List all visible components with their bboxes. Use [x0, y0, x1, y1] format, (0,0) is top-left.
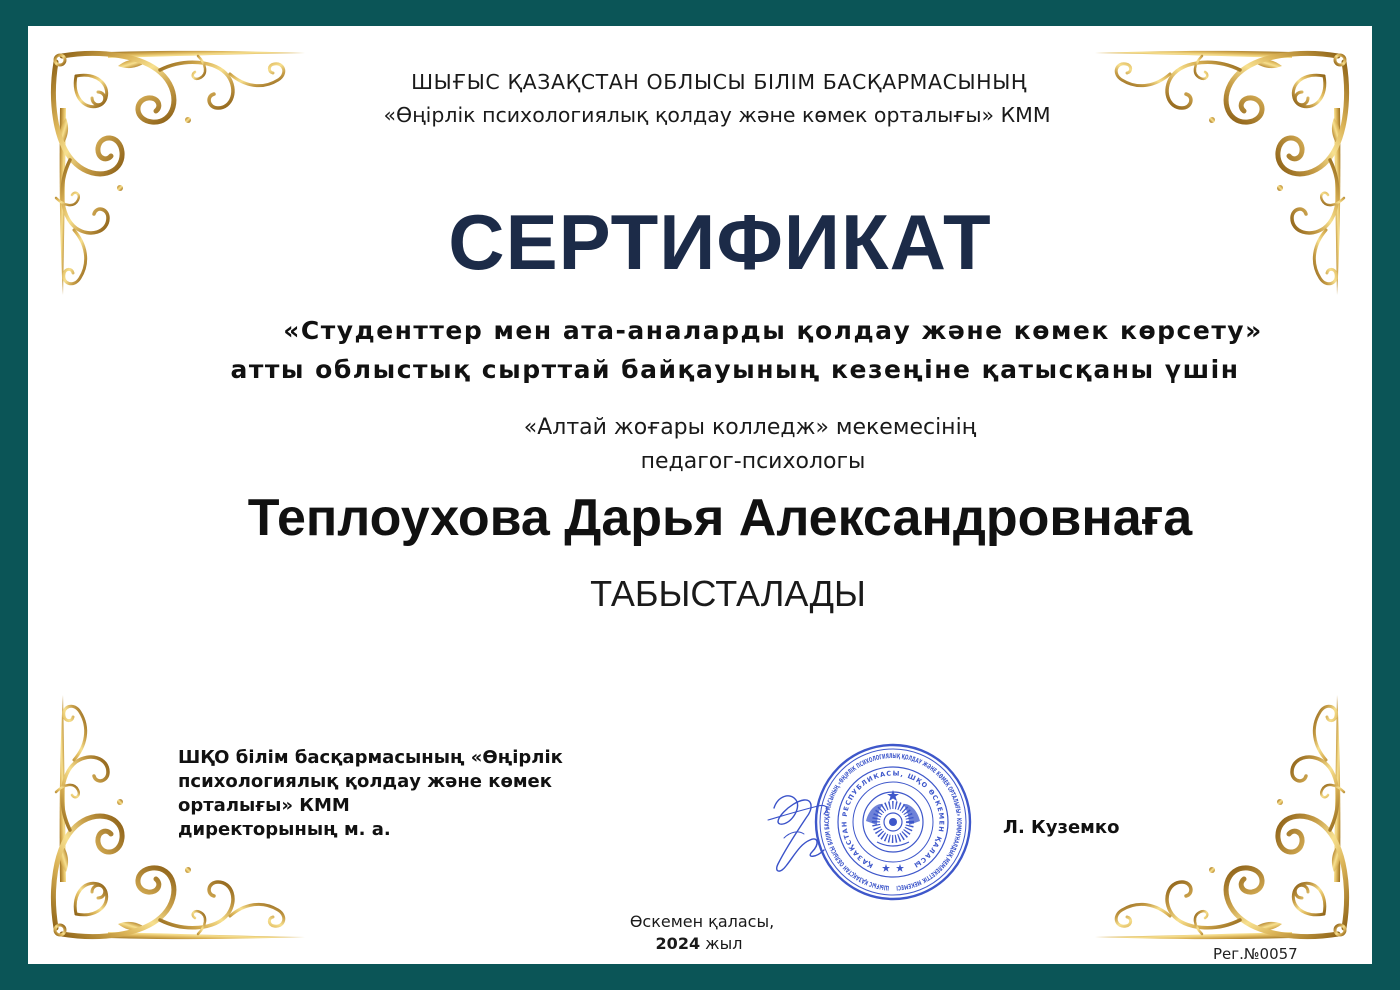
signature	[760, 778, 870, 893]
recipient-institution: «Алтай жоғары колледж» мекемесінің	[523, 415, 977, 440]
ornament-graphic	[53, 51, 305, 295]
signatory-position-line: орталығы» КММ	[178, 795, 350, 816]
awarded-text: ТАБЫСТАЛАДЫ	[590, 573, 866, 614]
award-reason-line-1: «Студенттер мен ата-аналарды қолдау және көмек көрсету»	[283, 316, 1263, 345]
corner-ornament-bottom-right	[1092, 692, 1352, 942]
certificate-title: СЕРТИФИКАТ	[448, 198, 992, 286]
issue-city: Өскемен қаласы,	[629, 912, 775, 931]
issue-year-suffix: жыл	[705, 934, 743, 953]
signatory-position-line: директорының м. а.	[178, 819, 391, 840]
stamp-inner-text: ҚАЗАҚСТАН РЕСПУБЛИКАСЫ, ШҚО ӨСКЕМЕН ҚАЛАСЫ	[840, 769, 946, 870]
issue-year-number: 2024	[655, 934, 701, 953]
registration-number: Рег.№0057	[1213, 945, 1298, 963]
stamp-star-icon	[882, 864, 890, 872]
signatory-position	[178, 746, 598, 842]
signatory-position-line: ШҚО білім басқармасының «Өңірлік	[178, 747, 563, 768]
stamp-outer-text: ШЫҒЫС ҚАЗАҚСТАН ОБЛЫСЫ БІЛІМ БАСҚАРМАСЫНЫҢ «ӨҢІРЛІК ПСИХОЛОГИЯЛЫҚ ҚОЛДАУ ЖӘНЕ КӨМЕК ОРТАЛЫҒЫ» КОММУНАЛДЫҚ МЕМЛЕКЕТТІК МЕКЕМЕСІ	[822, 751, 964, 892]
issue-year	[599, 933, 799, 955]
stamp-star-icon	[896, 864, 904, 872]
award-reason-line-2: атты облыстық сырттай байқауының кезеңіне қатысқаны үшін	[230, 355, 1240, 384]
issuer-header-line-2: «Өңірлік психологиялық қолдау және көмек орталығы» КММ	[383, 103, 1051, 127]
ornament-graphic	[1095, 695, 1347, 939]
recipient-position: педагог-психологы	[640, 449, 866, 474]
recipient-name: Теплоухова Дарья Александровнаға	[247, 489, 1193, 547]
corner-ornament-top-left	[48, 48, 308, 298]
stamp-emblem	[863, 790, 923, 852]
signatory-position-line: психологиялық қолдау және көмек	[178, 771, 552, 792]
issuer-header-line-1: ШЫҒЫС ҚАЗАҚСТАН ОБЛЫСЫ БІЛІМ БАСҚАРМАСЫНЫҢ	[411, 70, 1027, 94]
signatory-name: Л. Куземко	[1003, 817, 1120, 838]
